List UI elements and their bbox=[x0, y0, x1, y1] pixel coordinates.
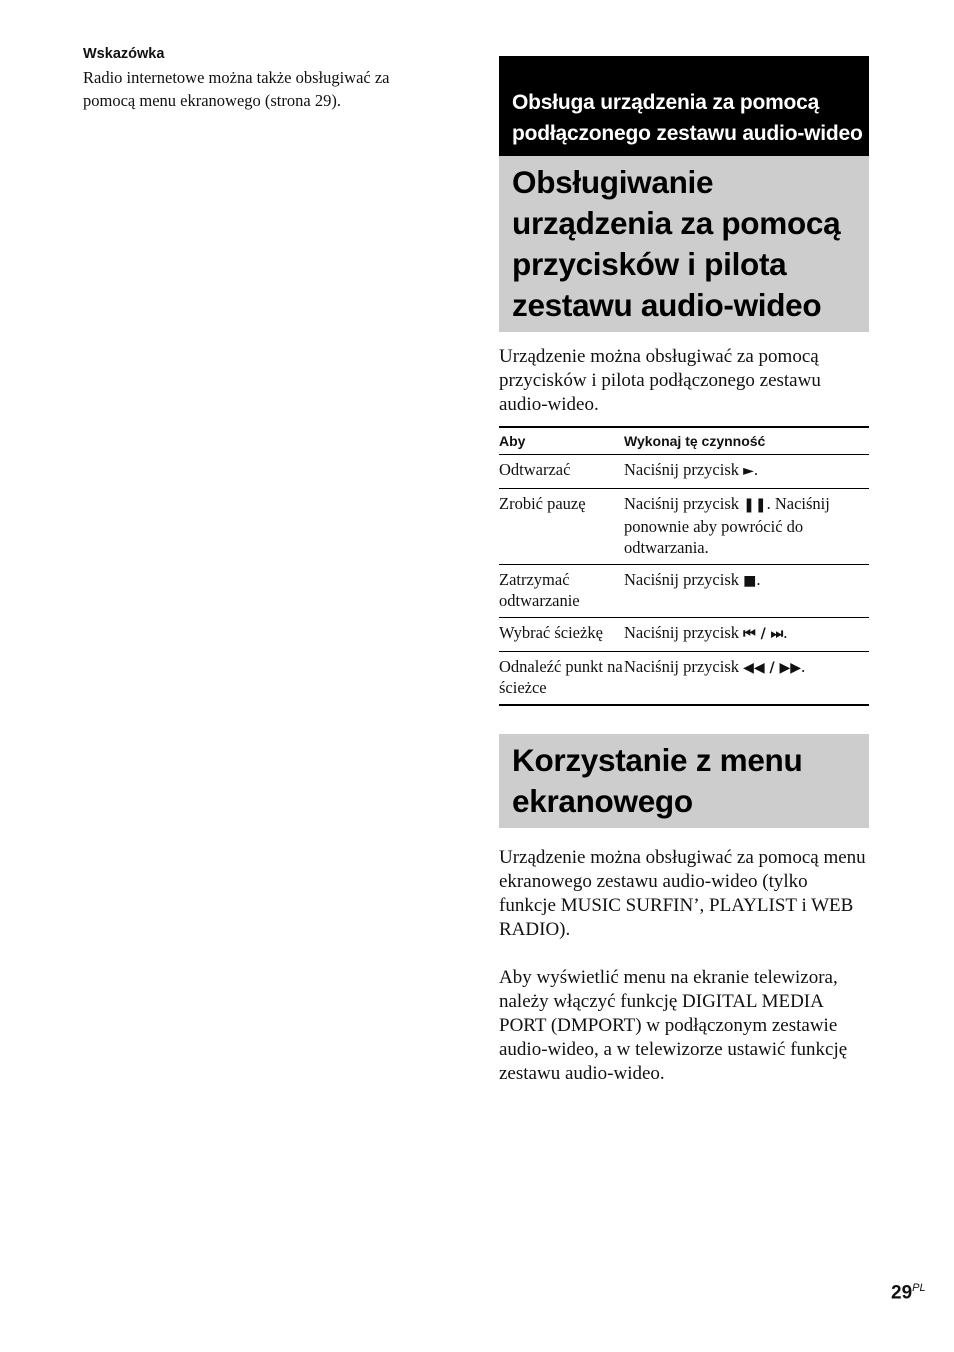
rewind-forward-icon: ◀◀ / ▶▶ bbox=[743, 660, 802, 676]
table-header-row bbox=[499, 427, 869, 455]
table-row bbox=[499, 455, 869, 489]
row-action: Zatrzymać odtwarzanie bbox=[499, 565, 624, 618]
heading-buttons-remote: Obsługiwanie urządzenia za pomocą przycisków i pilota zestawu audio-wideo bbox=[499, 156, 869, 332]
tv-display-paragraph: Aby wyświetlić menu na ekranie telewizora, należy włączyć funkcję DIGITAL MEDIA PORT (DMPORT) w podłączonym zestawie audio-wideo, a w telewizorze ustawić funkcję zestawu audio-wideo. bbox=[499, 967, 848, 1084]
row-action: Wybrać ścieżkę bbox=[499, 618, 624, 652]
pause-icon: ❚❚ bbox=[743, 497, 767, 513]
column-header-action: Wykonaj tę czynność bbox=[624, 427, 869, 455]
row-instruction: Naciśnij przycisk ⏮ / ⏭. bbox=[624, 618, 869, 652]
table-row bbox=[499, 565, 869, 618]
table-row bbox=[499, 652, 869, 706]
onscreen-menu-paragraph: Urządzenie można obsługiwać za pomocą menu ekranowego zestawu audio-wideo (tylko funkcje MUSIC SURFIN’, PLAYLIST i WEB RADIO). bbox=[499, 847, 866, 940]
table-row bbox=[499, 489, 869, 565]
heading-onscreen-menu: Korzystanie z menu ekranowego bbox=[499, 734, 869, 828]
stop-icon: ■ bbox=[743, 573, 757, 589]
row-action: Odnaleźć punkt na ścieżce bbox=[499, 657, 623, 697]
intro-paragraph: Urządzenie można obsługiwać za pomocą przycisków i pilota podłączonego zestawu audio-wideo. bbox=[499, 346, 821, 415]
page-language-code: PL bbox=[912, 1282, 926, 1294]
table-row bbox=[499, 618, 869, 652]
row-instruction: Naciśnij przycisk ■. bbox=[624, 565, 869, 618]
main-column bbox=[499, 56, 869, 1086]
operations-table bbox=[499, 426, 869, 706]
row-action: Zrobić pauzę bbox=[499, 489, 624, 565]
row-instruction: Naciśnij przycisk ►. bbox=[624, 455, 869, 489]
skip-track-icon: ⏮ / ⏭ bbox=[743, 626, 784, 642]
row-action: Odtwarzać bbox=[499, 455, 624, 489]
column-header-aby: Aby bbox=[499, 427, 624, 455]
tip-heading: Wskazówka bbox=[83, 46, 165, 62]
section-banner: Obsługa urządzenia za pomocą podłączonego zestawu audio-wideo bbox=[499, 56, 869, 156]
row-instruction: Naciśnij przycisk ◀◀ / ▶▶. bbox=[624, 657, 806, 676]
tip-text: Radio internetowe można także obsługiwać za pomocą menu ekranowego (strona 29). bbox=[83, 68, 390, 110]
row-instruction: Naciśnij przycisk ❚❚. Naciśnij ponownie aby powrócić do odtwarzania. bbox=[624, 489, 869, 565]
page-number: $29^{PL}$ bbox=[891, 1282, 926, 1304]
tip-box bbox=[83, 46, 443, 112]
play-icon: ► bbox=[743, 463, 754, 479]
